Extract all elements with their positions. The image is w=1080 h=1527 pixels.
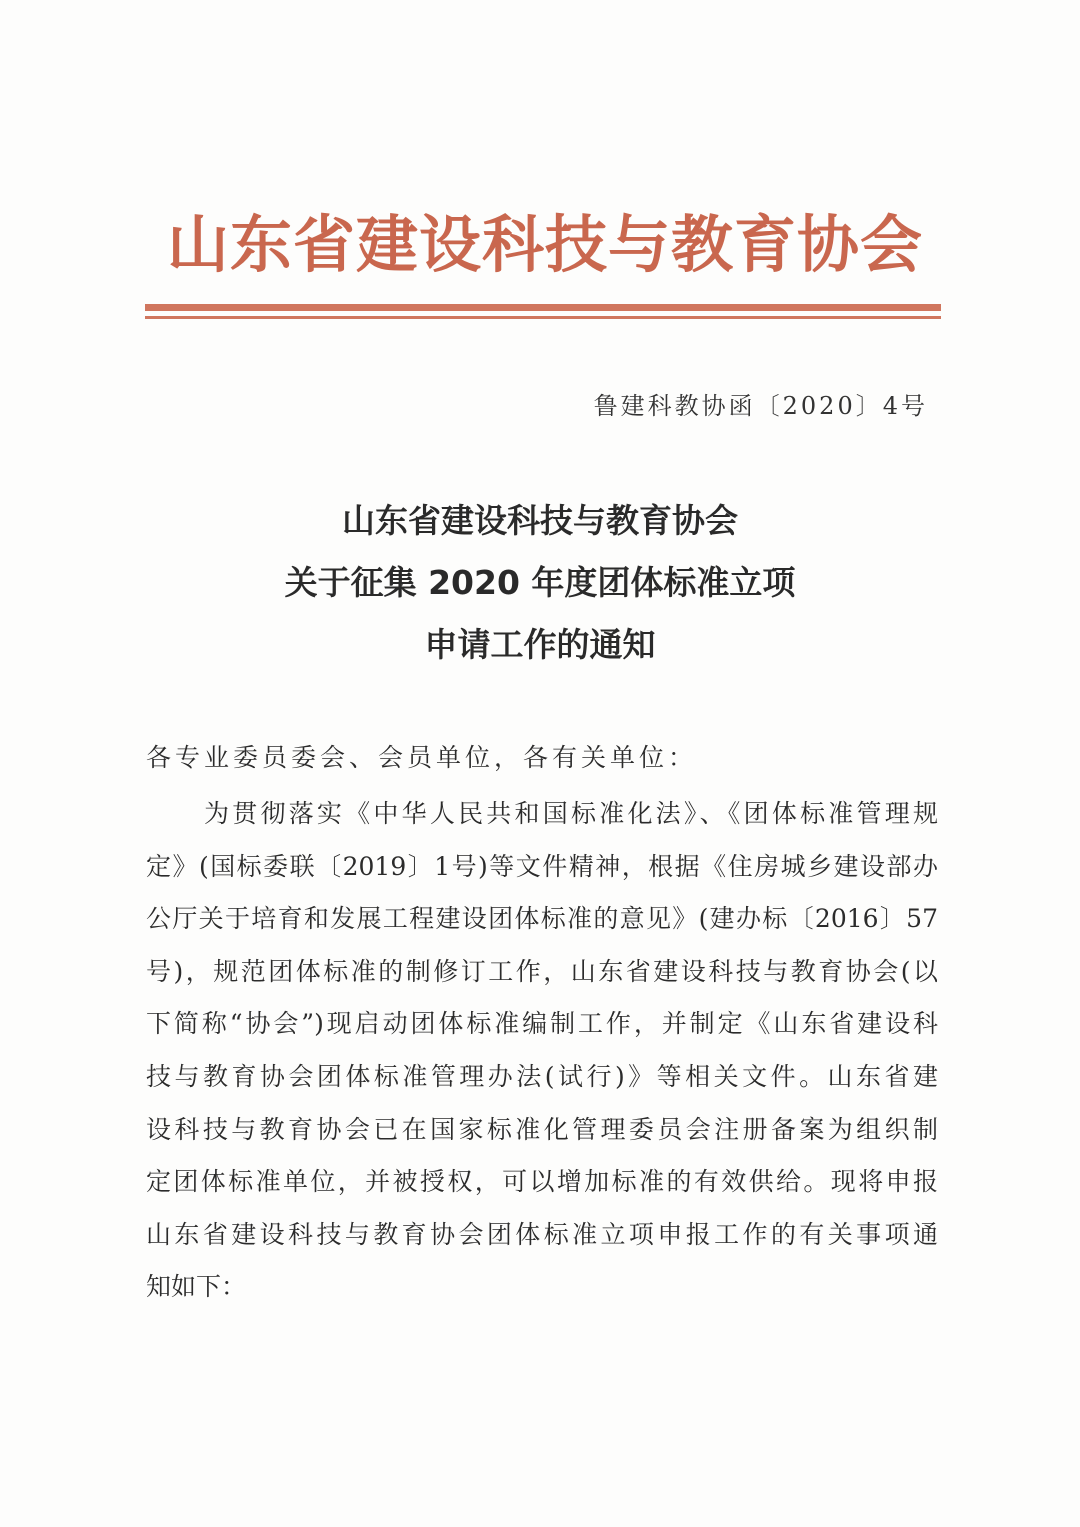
body-line: 知如下：: [146, 1272, 247, 1302]
body-line: 下简称“协会”)现启动团体标准编制工作，并制定《山东省建设科: [146, 1009, 938, 1039]
document-title: [140, 490, 940, 676]
salutation: 各专业委员委会、会员单位，各有关单位：: [146, 743, 698, 772]
body-line: 定团体标准单位，并被授权，可以增加标准的有效供给。现将申报: [146, 1167, 938, 1197]
body-line: 设科技与教育协会已在国家标准化管理委员会注册备案为组织制: [146, 1114, 938, 1144]
masthead-rule-thin: [145, 316, 941, 319]
body-line: 公厅关于培育和发展工程建设团体标准的意见》(建办标〔2016〕57: [146, 904, 938, 934]
body-line: 技与教育协会团体标准管理办法(试行)》等相关文件。山东省建: [146, 1061, 938, 1091]
masthead-org-name: 山东省建设科技与教育协会: [166, 208, 923, 281]
title-line: 申请工作的通知: [424, 625, 656, 664]
title-line: 山东省建设科技与教育协会: [342, 501, 738, 540]
masthead-rule-thick: [145, 304, 941, 311]
body-line: 为贯彻落实《中华人民共和国标准化法》、《团体标准管理规: [204, 799, 938, 828]
document-number: 鲁建科教协函〔2020〕4号: [593, 392, 928, 420]
body-line: 定》(国标委联〔2019〕1号)等文件精神，根据《住房城乡建设部办: [146, 851, 938, 881]
body-line: 山东省建设科技与教育协会团体标准立项申报工作的有关事项通: [146, 1219, 938, 1249]
body-paragraph: [146, 788, 938, 1314]
title-line: 关于征集 2020 年度团体标准立项: [284, 563, 796, 602]
body-line: 号)，规范团体标准的制修订工作，山东省建设科技与教育协会(以: [146, 956, 938, 986]
